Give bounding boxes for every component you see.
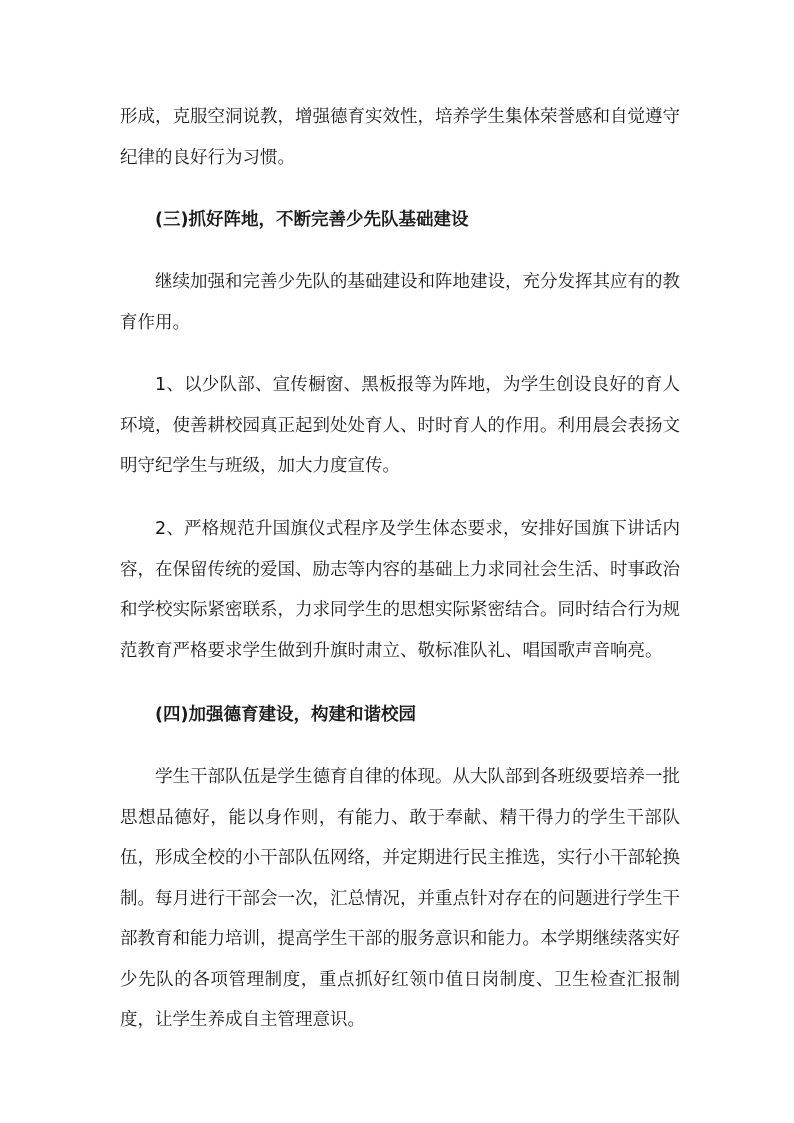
section-heading-3: (三)抓好阵地，不断完善少先队基础建设 — [155, 210, 469, 230]
paragraph-item-1: 1、以少队部、宣传橱窗、黑板报等为阵地，为学生创设良好的育人环境，使善耕校园真正起到处处育人、时时育人的作用。利用晨会表扬文明守纪学生与班级，加大力度宣传。 — [120, 375, 680, 476]
paragraph-item-2: 2、严格规范升国旗仪式程序及学生体态要求，安排好国旗下讲话内容，在保留传统的爱国、励志等内容的基础上力求同社会生活、时事政治和学校实际紧密联系，力求同学生的思想实际紧密结合。同时结合行为规范教育严格要求学生做到升旗时肃立、敬标准队礼、唱国歌声音响亮。 — [120, 519, 680, 661]
section-heading-4: (四)加强德育建设，构建和谐校园 — [155, 705, 416, 725]
paragraph-continuation: 形成，克服空洞说教，增强德育实效性，培养学生集体荣誉感和自觉遵守纪律的良好行为习惯。 — [120, 107, 680, 168]
paragraph-intro: 继续加强和完善少先队的基础建设和阵地建设，充分发挥其应有的教育作用。 — [120, 272, 680, 333]
paragraph-cadre: 学生干部队伍是学生德育自律的体现。从大队部到各班级要培养一批思想品德好，能以身作则，有能力、敢于奉献、精干得力的学生干部队伍，形成全校的小干部队伍网络，并定期进行民主推选，实行小干部轮换制。每月进行干部会一次，汇总情况，并重点针对存在的问题进行学生干部教育和能力培训，提高学生干部的服务意识和能力。本学期继续落实好少先队的各项管理制度，重点抓好红领巾值日岗制度、卫生检查汇报制度，让学生养成自主管理意识。 — [120, 767, 680, 1030]
